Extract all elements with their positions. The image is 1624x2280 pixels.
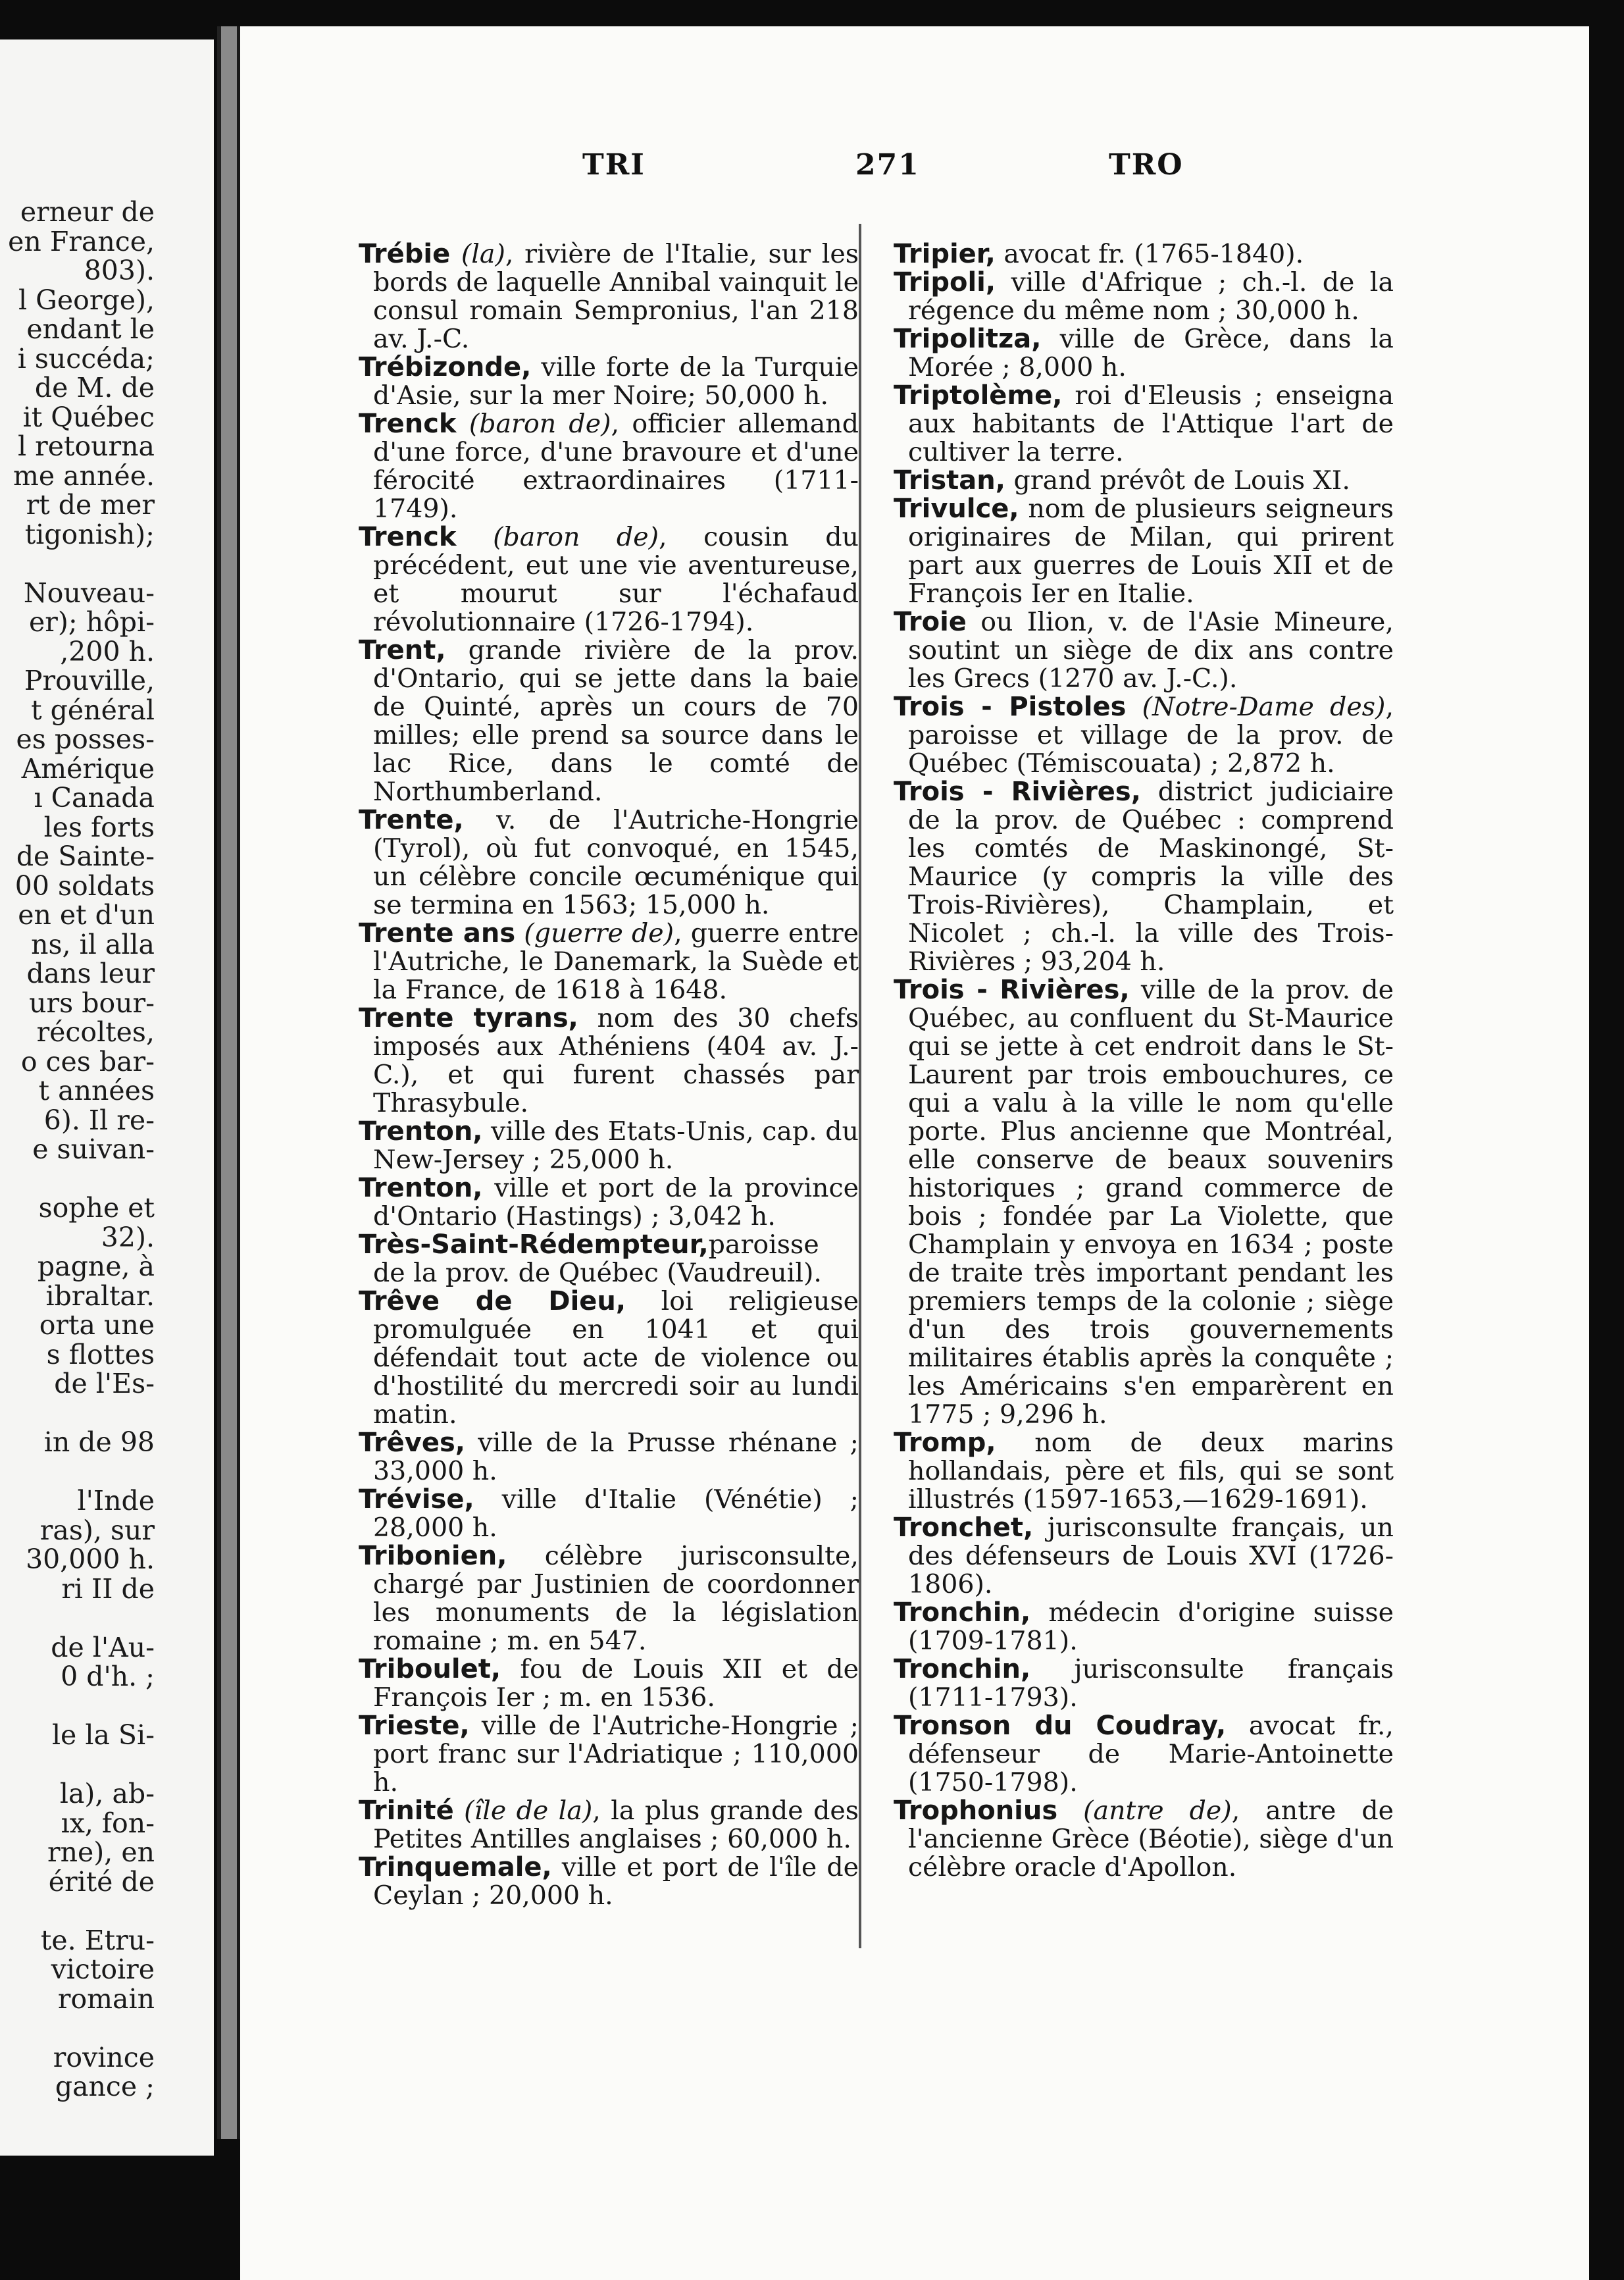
left-page-line: rovince xyxy=(53,2041,155,2073)
left-page-line: ri II de xyxy=(61,1572,155,1605)
entry-headword: Trivulce, xyxy=(894,494,1019,524)
left-page-line: de l'Au- xyxy=(51,1631,155,1663)
entry-definition: paroisse de la prov. de Québec (Vaudreuil). xyxy=(373,1230,822,1288)
left-page-line: récoltes, xyxy=(36,1016,155,1048)
entry-headword: Troie xyxy=(894,607,967,637)
entry-definition: nom des 30 chefs imposés aux Athéniens (404 av. J.-C.), et qui furent chassés par Thrasybule. xyxy=(373,1003,859,1118)
left-page-line: 32). xyxy=(101,1221,155,1253)
entry-headword: Trébizonde, xyxy=(359,352,532,382)
entry-headword: Triboulet, xyxy=(359,1654,501,1684)
entry-headword: Tripolitza, xyxy=(894,324,1042,354)
dictionary-entry xyxy=(894,382,1394,467)
left-page-line: urs bour- xyxy=(29,987,155,1019)
entry-definition: district judiciaire de la prov. de Québec : comprend les comtés de Maskinongé, St-Maurice (y compris la ville des Trois-Rivières), Champlain, et Nicolet ; ch.-l. la ville des Trois-Rivières ; 93,204 h. xyxy=(908,777,1394,977)
left-page-line: ,200 h. xyxy=(60,635,155,667)
entry-headword: Tribonien, xyxy=(359,1541,507,1571)
entry-headword: Tripoli, xyxy=(894,267,996,298)
left-page-line: sophe et xyxy=(38,1192,155,1224)
entry-headword: Trente ans xyxy=(359,918,516,948)
dictionary-entry xyxy=(894,495,1394,608)
dictionary-entry xyxy=(359,636,859,806)
dictionary-entry xyxy=(894,693,1394,778)
entry-headword: Tronson du Coudray, xyxy=(894,1711,1227,1741)
entry-headword: Tripier, xyxy=(894,239,996,269)
left-page-line: en France, xyxy=(8,225,155,257)
left-page-line: Prouville, xyxy=(24,665,155,696)
left-page-line: de M. de xyxy=(34,372,155,403)
entry-definition: jurisconsulte français, un des défenseurs de Louis XVI (1726-1806). xyxy=(908,1513,1394,1599)
left-page-line: ras), sur xyxy=(39,1514,155,1546)
entry-definition: ville d'Afrique ; ch.-l. de la régence du même nom ; 30,000 h. xyxy=(908,267,1394,326)
left-page-line: 0 d'h. ; xyxy=(61,1661,155,1692)
entry-headword: Trenton, xyxy=(359,1173,483,1203)
dictionary-entry xyxy=(359,1231,859,1287)
entry-definition: ville de Grèce, dans la Morée ; 8,000 h. xyxy=(908,324,1394,382)
entry-headword: Trois - Rivières, xyxy=(894,975,1130,1005)
left-page-line: rne), en xyxy=(47,1836,155,1868)
entry-qualifier: (baron de) xyxy=(493,522,659,552)
entry-headword: Tronchet, xyxy=(894,1513,1034,1543)
left-page-line: gance ; xyxy=(55,2071,155,2102)
entry-definition: fou de Louis XII et de François Ier ; m. en 1536. xyxy=(373,1654,859,1713)
left-page-line: Nouveau- xyxy=(23,577,155,609)
running-head-left: TRI xyxy=(582,148,646,182)
entry-headword: Trois - Pistoles xyxy=(894,692,1127,722)
left-page-line: le la Si- xyxy=(51,1719,155,1751)
entry-headword: Trente, xyxy=(359,805,464,835)
entry-definition: , rivière de l'Italie, sur les bords de laquelle Annibal vainquit le consul romain Sempronius, l'an 218 av. J.-C. xyxy=(373,239,859,354)
dictionary-entry xyxy=(894,1599,1394,1655)
dictionary-entry xyxy=(359,1853,859,1910)
dictionary-entry xyxy=(359,1542,859,1655)
dictionary-entry xyxy=(894,1514,1394,1599)
left-page-line: o ces bar- xyxy=(20,1045,155,1077)
entry-definition: avocat fr. (1765-1840). xyxy=(995,239,1304,269)
left-page-line: la), ab- xyxy=(59,1778,155,1809)
entry-definition: , guerre entre l'Autriche, le Danemark, la Suède et la France, de 1618 à 1648. xyxy=(373,918,859,1005)
left-page-line: érité de xyxy=(48,1865,155,1898)
page-number: 271 xyxy=(855,148,920,182)
entry-qualifier: (la) xyxy=(461,239,505,269)
left-page-line: in de 98 xyxy=(43,1426,155,1458)
left-page-line: tigonish); xyxy=(24,518,155,550)
dictionary-entry xyxy=(359,410,859,523)
entry-headword: Trébie xyxy=(359,239,451,269)
entry-qualifier: (baron de) xyxy=(469,409,611,439)
entry-definition: ville de la prov. de Québec, au confluent du St-Maurice qui se jette à cet endroit dans le St-Laurent par trois embouchures, ce qui a valu à la ville le nom qu'elle porte. Plus ancienne que Montréal, elle conserve de beaux souvenirs historiques ; grand commerce de bois ; fondée par La Violette, que Champlain y envoya en 1634 ; poste de traite très important pendant les premiers temps de la colonie ; siège d'un des trois gouvernements militaires établis après la conquête ; les Américains s'en emparèrent en 1775 ; 9,296 h. xyxy=(908,975,1394,1430)
entry-qualifier: (Notre-Dame des) xyxy=(1142,692,1386,722)
entry-definition: ville et port de l'île de Ceylan ; 20,000 h. xyxy=(373,1852,859,1911)
entry-definition: nom de plusieurs seigneurs originaires de Milan, qui prirent part aux guerres de Louis XII et de François Ier en Italie. xyxy=(908,494,1394,609)
entry-definition: ville de l'Autriche-Hongrie ; port franc sur l'Adriatique ; 110,000 h. xyxy=(373,1711,859,1798)
left-page-line: es posses- xyxy=(16,723,155,755)
dictionary-entry xyxy=(894,1797,1394,1882)
dictionary-entry xyxy=(359,920,859,1004)
left-page-line: les forts xyxy=(43,811,155,843)
entry-headword: Trinquemale, xyxy=(359,1852,552,1882)
dictionary-entry xyxy=(894,1712,1394,1797)
dictionary-entry xyxy=(894,778,1394,976)
entry-definition: ou Ilion, v. de l'Asie Mineure, soutint un siège de dix ans contre les Grecs (1270 av. J.-C.). xyxy=(908,607,1394,694)
entry-definition: loi religieuse promulguée en 1041 et qui défendait tout acte de violence ou d'hostilité du mercredi soir au lundi matin. xyxy=(373,1286,859,1430)
entry-definition: , officier allemand d'une force, d'une bravoure et d'une férocité extraordinaires (1711-1749). xyxy=(373,409,859,524)
dictionary-entry xyxy=(359,806,859,920)
dictionary-entry xyxy=(894,976,1394,1429)
entry-headword: Trois - Rivières, xyxy=(894,777,1141,807)
entry-definition: , antre de l'ancienne Grèce (Béotie), siège d'un célèbre oracle d'Apollon. xyxy=(908,1796,1394,1882)
dictionary-entry xyxy=(359,1429,859,1486)
entry-qualifier: (antre de) xyxy=(1083,1796,1232,1826)
left-page-line: me année. xyxy=(13,459,155,492)
entry-headword: Très-Saint-Rédempteur, xyxy=(359,1230,709,1260)
entry-headword: Trêve de Dieu, xyxy=(359,1286,626,1316)
dictionary-entry xyxy=(894,608,1394,693)
entry-headword: Tromp, xyxy=(894,1428,996,1458)
dictionary-entry xyxy=(359,1174,859,1231)
left-page-line: er); hôpi- xyxy=(28,606,155,638)
left-page-line: l retourna xyxy=(17,430,155,462)
left-page-line: de Sainte- xyxy=(16,841,155,872)
left-page-line: t années xyxy=(38,1075,155,1106)
left-page-line: romain xyxy=(57,1982,155,2015)
dictionary-entry xyxy=(359,523,859,636)
left-page-line: erneur de xyxy=(20,196,155,228)
book-spine xyxy=(217,26,242,2139)
dictionary-entry xyxy=(359,1118,859,1174)
entry-definition: ville d'Italie (Vénétie) ; 28,000 h. xyxy=(373,1484,859,1543)
entry-definition: grande rivière de la prov. d'Ontario, qui se jette dans la baie de Quinté, après un cours de 70 milles; elle prend sa source dans le lac Rice, dans le comté de Northumberland. xyxy=(373,635,859,807)
entry-definition: ville des Etats-Unis, cap. du New-Jersey ; 25,000 h. xyxy=(373,1116,859,1175)
entry-headword: Trieste, xyxy=(359,1711,470,1741)
dictionary-entry xyxy=(894,1655,1394,1712)
dictionary-entry xyxy=(894,467,1394,495)
entry-definition: , la plus grande des Petites Antilles anglaises ; 60,000 h. xyxy=(373,1796,859,1854)
left-page-line: i succéda; xyxy=(17,342,155,375)
left-page-line: ns, il alla xyxy=(31,928,155,960)
left-page-line: ı Canada xyxy=(34,782,155,814)
dictionary-entry xyxy=(359,240,859,353)
entry-definition: roi d'Eleusis ; enseigna aux habitants de l'Attique l'art de cultiver la terre. xyxy=(908,380,1394,467)
entry-headword: Tronchin, xyxy=(894,1597,1031,1628)
entry-definition: v. de l'Autriche-Hongrie (Tyrol), où fut convoqué, en 1545, un célèbre concile œcuménique qui se termina en 1563; 15,000 h. xyxy=(373,805,859,920)
left-page-line: dans leur xyxy=(26,958,155,989)
entry-qualifier: (île de la) xyxy=(464,1796,593,1826)
entry-definition: médecin d'origine suisse (1709-1781). xyxy=(908,1597,1394,1656)
left-column xyxy=(359,240,859,1910)
left-page-line: en et d'un xyxy=(18,899,155,931)
left-page-line: victoire xyxy=(51,1954,155,1985)
entry-headword: Trenck xyxy=(359,522,457,552)
dictionary-entry xyxy=(359,1655,859,1712)
left-page-line: pagne, à xyxy=(37,1251,155,1282)
entry-headword: Trêves, xyxy=(359,1428,465,1458)
left-page-line: 00 soldats xyxy=(14,869,155,902)
left-page-line: 30,000 h. xyxy=(26,1543,155,1575)
left-page-line: 6). Il re- xyxy=(43,1104,155,1136)
left-page-line: 803). xyxy=(84,255,155,286)
entry-definition: grand prévôt de Louis XI. xyxy=(1005,465,1350,496)
entry-headword: Trévise, xyxy=(359,1484,474,1515)
left-page-line: rt de mer xyxy=(26,489,155,521)
entry-definition: célèbre jurisconsulte, chargé par Justinien de coordonner les monuments de la législation romaine ; m. en 547. xyxy=(373,1541,859,1656)
entry-headword: Trophonius xyxy=(894,1796,1058,1826)
left-page-line: l'Inde xyxy=(77,1485,155,1516)
left-page-line: Amérique xyxy=(21,752,155,785)
left-page-line: ıx, fon- xyxy=(61,1807,155,1839)
entry-headword: Trent, xyxy=(359,635,446,665)
entry-headword: Trenck xyxy=(359,409,457,439)
dictionary-entry xyxy=(894,240,1394,269)
dictionary-entry xyxy=(359,1797,859,1853)
left-page-line: t général xyxy=(31,694,155,726)
entry-headword: Trinité xyxy=(359,1796,454,1826)
dictionary-entry xyxy=(359,1712,859,1797)
entry-headword: Tronchin, xyxy=(894,1654,1031,1684)
left-page-line: te. Etru- xyxy=(40,1924,155,1956)
dictionary-entry xyxy=(359,1004,859,1118)
right-column xyxy=(894,240,1394,1882)
left-page-line: it Québec xyxy=(22,401,155,433)
entry-definition: ville et port de la province d'Ontario (Hastings) ; 3,042 h. xyxy=(373,1173,859,1231)
dictionary-entry xyxy=(359,353,859,410)
entry-definition: nom de deux marins hollandais, père et fils, qui se sont illustrés (1597-1653,—1629-1691). xyxy=(908,1428,1394,1515)
left-page-line: ibraltar. xyxy=(45,1280,155,1312)
entry-definition: , cousin du précédent, eut une vie aventureuse, et mourut sur l'échafaud révolutionnaire (1726-1794). xyxy=(373,522,859,637)
dictionary-page xyxy=(240,26,1589,2280)
left-page-line: e suivan- xyxy=(32,1133,155,1165)
entry-definition: ville de la Prusse rhénane ; 33,000 h. xyxy=(373,1428,859,1486)
entry-headword: Trenton, xyxy=(359,1116,483,1147)
column-divider xyxy=(859,224,861,1948)
entry-headword: Triptolème, xyxy=(894,380,1063,411)
entry-qualifier: (guerre de) xyxy=(524,918,674,948)
left-page-line: endant le xyxy=(26,313,155,345)
dictionary-entry xyxy=(894,1429,1394,1514)
entry-definition: avocat fr., défenseur de Marie-Antoinette (1750-1798). xyxy=(908,1711,1394,1798)
left-page-line: orta une xyxy=(39,1309,155,1341)
entry-definition: jurisconsulte français (1711-1793). xyxy=(908,1654,1394,1713)
dictionary-entry xyxy=(359,1287,859,1429)
running-head-right: TRO xyxy=(1109,148,1184,182)
left-page-line: de l'Es- xyxy=(54,1368,155,1399)
entry-definition: , paroisse et village de la prov. de Québec (Témiscouata) ; 2,872 h. xyxy=(908,692,1394,779)
entry-definition: ville forte de la Turquie d'Asie, sur la mer Noire; 50,000 h. xyxy=(373,352,859,411)
entry-headword: Trente tyrans, xyxy=(359,1003,578,1033)
left-facing-page xyxy=(0,39,214,2156)
entry-headword: Tristan, xyxy=(894,465,1005,496)
dictionary-entry xyxy=(894,269,1394,325)
dictionary-entry xyxy=(359,1486,859,1542)
left-page-line: l George), xyxy=(18,284,155,316)
dictionary-entry xyxy=(894,325,1394,382)
left-page-line: s flottes xyxy=(46,1338,155,1370)
